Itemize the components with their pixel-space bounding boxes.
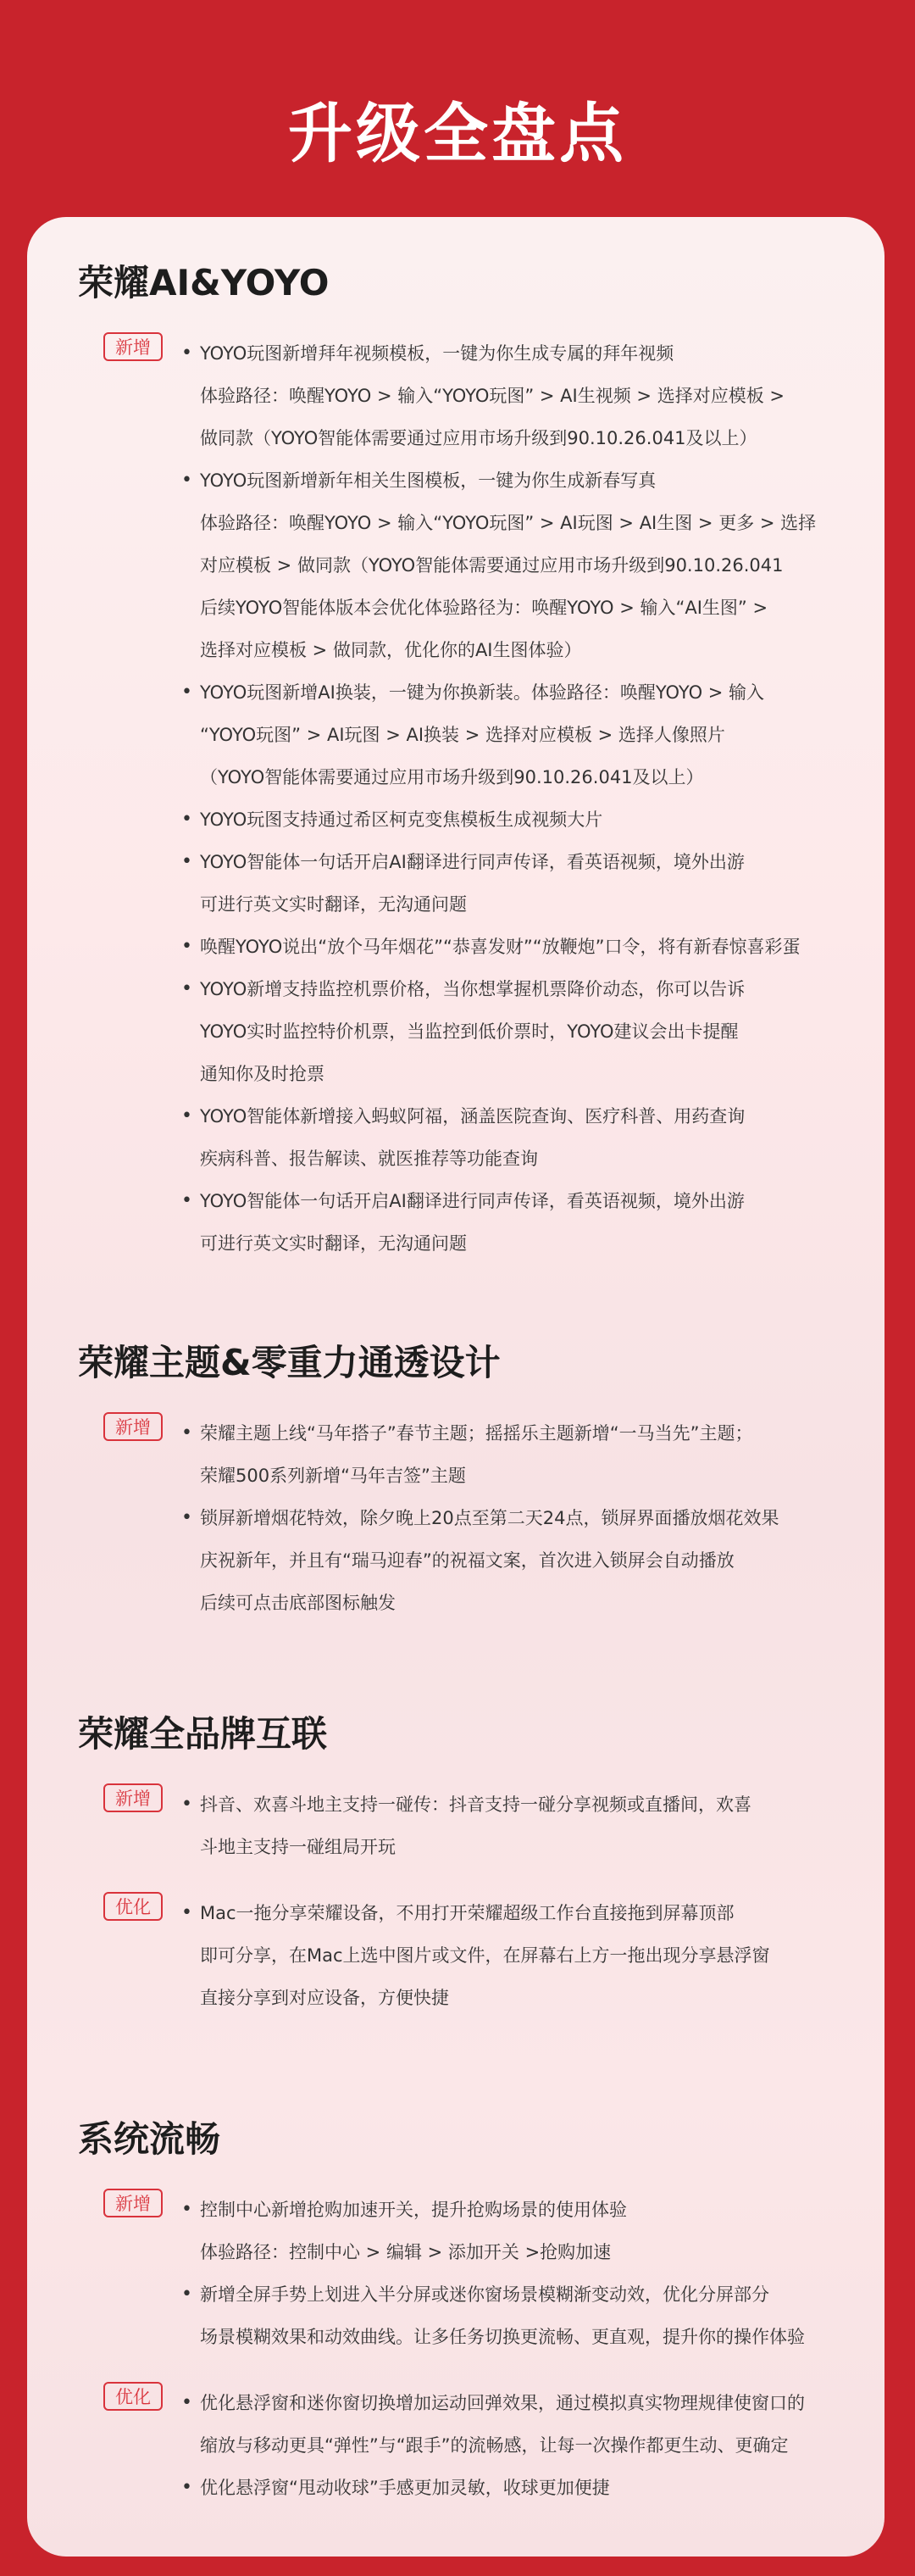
- item-text: 庆祝新年，并且有“瑞马迎春”的祝福文案，首次进入锁屏会自动播放: [200, 1550, 735, 1571]
- list-item: [181, 968, 891, 1095]
- section-title: 系统流畅: [78, 2118, 221, 2160]
- group-new: [78, 1783, 891, 1868]
- item-text: 斗地主支持一碰组局开玩: [200, 1837, 396, 1857]
- list-item: [181, 841, 891, 926]
- item-text: • 荣耀主题上线“马年搭子”春节主题；摇摇乐主题新增“一马当先”主题；: [200, 1423, 753, 1444]
- list-item: [181, 2382, 891, 2467]
- new-tag: 新增: [103, 2189, 163, 2217]
- item-text: 体验路径：唤醒YOYO > 输入“YOYO玩图” > AI玩图 > AI生图 > 更多 > 选择: [200, 513, 817, 533]
- section-title: 荣耀AI&YOYO: [78, 262, 330, 303]
- item-text: • YOYO玩图新增AI换装，一键为你换新装。体验路径：唤醒YOYO > 输入: [200, 682, 765, 703]
- item-text: “YOYO玩图” > AI玩图 > AI换装 > 选择对应模板 > 选择人像照片: [200, 725, 725, 745]
- item-text: • YOYO智能体一句话开启AI翻译进行同声传译，看英语视频，境外出游: [200, 852, 745, 872]
- optimize-tag: 优化: [103, 1892, 163, 1921]
- list-item: [181, 459, 891, 671]
- item-text: YOYO实时监控特价机票，当监控到低价票时，YOYO建议会出卡提醒: [200, 1021, 739, 1042]
- item-text: 缩放与移动更具“弹性”与“跟手”的流畅感，让每一次操作都更生动、更确定: [200, 2435, 789, 2456]
- item-text: 体验路径：控制中心 > 编辑 > 添加开关 >抢购加速: [200, 2242, 612, 2262]
- item-text: • 控制中心新增抢购加速开关，提升抢购场景的使用体验: [200, 2200, 627, 2220]
- item-text: 后续YOYO智能体版本会优化体验路径为：唤醒YOYO > 输入“AI生图” >: [200, 598, 768, 618]
- item-text: 通知你及时抢票: [200, 1064, 324, 1084]
- item-text: • Mac一拖分享荣耀设备，不用打开荣耀超级工作台直接拖到屏幕顶部: [200, 1903, 735, 1923]
- list-item: [181, 1180, 891, 1265]
- item-text: 可进行英文实时翻译，无沟通问题: [200, 894, 467, 915]
- item-text: • 锁屏新增烟花特效，除夕晚上20点至第二天24点，锁屏界面播放烟花效果: [200, 1508, 779, 1528]
- item-text: 即可分享，在Mac上选中图片或文件，在屏幕右上方一拖出现分享悬浮窗: [200, 1945, 770, 1966]
- item-text: 场景模糊效果和动效曲线。让多任务切换更流畅、更直观，提升你的操作体验: [200, 2327, 805, 2347]
- item-text: • 新增全屏手势上划进入半分屏或迷你窗场景模糊渐变动效，优化分屏部分: [200, 2284, 769, 2305]
- item-text: • 唤醒YOYO说出“放个马年烟花”“恭喜发财”“放鞭炮”口令，将有新春惊喜彩蛋: [200, 937, 801, 957]
- item-text: 直接分享到对应设备，方便快捷: [200, 1988, 449, 2008]
- item-text: 选择对应模板 > 做同款，优化你的AI生图体验）: [200, 640, 582, 660]
- item-text: 荣耀500系列新增“马年吉签”主题: [200, 1466, 466, 1486]
- group-optimize: [78, 2382, 891, 2509]
- list-item: [181, 926, 891, 968]
- new-tag: 新增: [103, 1412, 163, 1441]
- item-text: • YOYO玩图新增拜年视频模板，一键为你生成专属的拜年视频: [200, 343, 674, 364]
- group-new: [78, 332, 891, 1265]
- list-item: [181, 1412, 891, 1497]
- bottom-strip: [0, 2557, 915, 2576]
- section-system-smooth: [78, 2114, 891, 2509]
- list-item: [181, 332, 891, 459]
- item-text: • 优化悬浮窗和迷你窗切换增加运动回弹效果，通过模拟真实物理规律使窗口的: [200, 2393, 805, 2413]
- section-interconnect: [78, 1709, 891, 2019]
- update-summary-card: [27, 217, 884, 2557]
- page-title: 升级全盘点: [288, 96, 627, 171]
- list-item: [181, 2189, 891, 2273]
- group-new: [78, 2189, 891, 2358]
- item-text: 做同款（YOYO智能体需要通过应用市场升级到90.10.26.041及以上）: [200, 428, 757, 448]
- section-title: 荣耀全品牌互联: [78, 1713, 328, 1755]
- item-text: 体验路径：唤醒YOYO > 输入“YOYO玩图” > AI生视频 > 选择对应模板 >: [200, 386, 785, 406]
- new-tag: 新增: [103, 1783, 163, 1812]
- optimize-tag: 优化: [103, 2382, 163, 2411]
- new-tag: 新增: [103, 332, 163, 361]
- item-text: 疾病科普、报告解读、就医推荐等功能查询: [200, 1149, 538, 1169]
- list-item: [181, 798, 891, 841]
- item-text: • 抖音、欢喜斗地主支持一碰传：抖音支持一碰分享视频或直播间，欢喜: [200, 1794, 751, 1815]
- item-text: • YOYO玩图支持通过希区柯克变焦模板生成视频大片: [200, 810, 603, 830]
- section-ai-yoyo: [78, 258, 891, 1265]
- item-text: （YOYO智能体需要通过应用市场升级到90.10.26.041及以上）: [200, 767, 704, 787]
- item-text: 后续可点击底部图标触发: [200, 1593, 396, 1613]
- item-text: • YOYO玩图新增新年相关生图模板，一键为你生成新春写真: [200, 470, 657, 491]
- item-text: • YOYO新增支持监控机票价格，当你想掌握机票降价动态，你可以告诉: [200, 979, 746, 999]
- list-item: [181, 671, 891, 798]
- list-item: [181, 1892, 891, 2019]
- section-title: 荣耀主题&零重力通透设计: [78, 1342, 501, 1383]
- item-text: 可进行英文实时翻译，无沟通问题: [200, 1233, 467, 1254]
- list-item: [181, 2467, 891, 2509]
- list-item: [181, 2273, 891, 2358]
- group-optimize: [78, 1892, 891, 2019]
- section-theme-design: [78, 1338, 891, 1624]
- list-item: [181, 1095, 891, 1180]
- list-item: [181, 1783, 891, 1868]
- item-text: • YOYO智能体新增接入蚂蚁阿福，涵盖医院查询、医疗科普、用药查询: [200, 1106, 746, 1127]
- item-text: • YOYO智能体一句话开启AI翻译进行同声传译，看英语视频，境外出游: [200, 1191, 745, 1211]
- item-text: 对应模板 > 做同款（YOYO智能体需要通过应用市场升级到90.10.26.041: [200, 555, 784, 576]
- item-text: • 优化悬浮窗“甩动收球”手感更加灵敏，收球更加便捷: [200, 2478, 610, 2498]
- group-new: [78, 1412, 891, 1624]
- list-item: [181, 1497, 891, 1624]
